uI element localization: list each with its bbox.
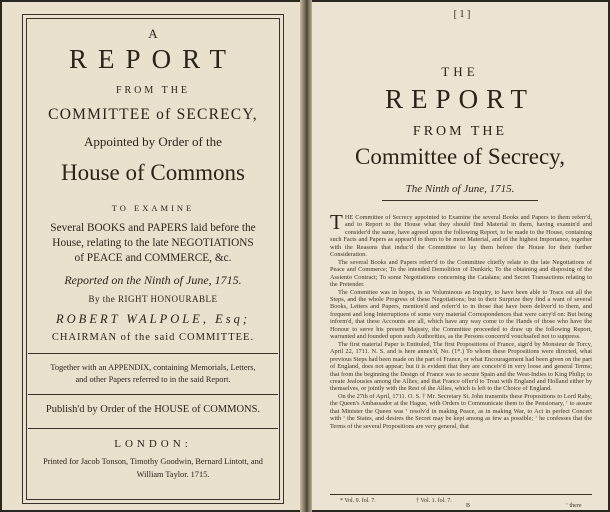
heading-date: The Ninth of June, 1715. xyxy=(405,183,515,195)
title-chairman: CHAIRMAN of the said COMMITTEE. xyxy=(51,332,255,343)
rule-3 xyxy=(28,428,278,429)
title-published: Publish'd by Order of the HOUSE of COMMONS. xyxy=(45,404,261,415)
title-house-of-commons: House of Commons xyxy=(61,160,245,185)
catchword: ‘ there xyxy=(566,503,582,509)
text-page xyxy=(312,2,608,510)
title-line-2: House, relating to the late NEGOTIATIONS xyxy=(52,237,254,249)
title-appendix-line-1: Together with an APPENDIX, containing Memorials, Letters, xyxy=(50,363,256,372)
paragraph: The Committee was in hopes, in so Voluminous an Inquiry, to have been able to Trace out all the Steps, and the whole Progress of these Negotiations; but to their Surprize they find a want of several Books, Letters and Papers, mention'd and referr'd to in those that have been deliver'd to them, and frequent and long Interruptions of some very material Correspondences that were carry'd on: But being inform'd, that these Accounts are all, which have any way come to the Hands of those who have the Honour to serve his present Majesty, the Committee proceeded to draw up the following Report, warranted and founded upon such Authorities, as the Persons concern'd vouchsafed not to suppress. xyxy=(330,288,592,341)
title-line-3: of PEACE and COMMERCE, &c. xyxy=(74,252,232,264)
title-appendix-line-2: and other Papers referred to in the said Report. xyxy=(75,375,231,384)
footnote-left: * Vol. 9. fol. 7. xyxy=(340,498,376,504)
heading-report: REPORT xyxy=(385,84,535,114)
title-robert-walpole: ROBERT WALPOLE, Esq; xyxy=(56,312,250,326)
title-by-the: By the RIGHT HONOURABLE xyxy=(88,294,218,304)
title-report: REPORT xyxy=(69,44,237,74)
title-line-1: Several BOOKS and PAPERS laid before the xyxy=(50,222,256,234)
heading-committee: Committee of Secrecy, xyxy=(355,144,565,169)
book-gutter xyxy=(300,0,312,512)
title-printed-line-2: William Taylor. 1715. xyxy=(136,470,210,479)
paragraph: The several Books and Papers referr'd to the Committee chiefly relate to the late Negotiations of Peace and Commerce; To the intended Demolition of Dunkirk; To the obtaining and disposing of the Assiento Contract; To some Negotiations concerning the Catalans; and Secret Transactions relating to the Pretender. xyxy=(330,258,592,289)
signature-mark: B xyxy=(466,503,471,509)
page-number: [ 1 ] xyxy=(453,9,471,20)
title-page xyxy=(2,2,300,510)
title-to-examine: TO EXAMINE xyxy=(111,203,195,213)
paragraph: On the 27th of April, 1711. O. S. † Mr. Secretary St. John transmits these Propositions to Lord Raby, the Queen's Ambassador at the Hague, with Orders to Communicate them to the Pensionary, ‘ to assure that Minister the Queen was ‘ resolv'd in making Peace, as in making War, to Act in perfect Concert with ‘ the States, and desires the Secret may be kept among as few as possible; ‘ he confesses that the Terms of the several Propositions are very general, that xyxy=(330,392,592,430)
title-article: A xyxy=(148,26,158,41)
title-appointed: Appointed by Order of the xyxy=(84,134,222,149)
footnote-right: † Vol. 1. fol. 7. xyxy=(416,498,452,504)
footnote-rule xyxy=(330,494,592,495)
title-reported: Reported on the Ninth of June, 1715. xyxy=(64,273,242,287)
title-london: LONDON: xyxy=(114,438,192,450)
title-printed-line-1: Printed for Jacob Tonson, Timothy Goodwin, Bernard Lintott, and xyxy=(43,457,263,466)
paragraph-text: HE Committee of Secrecy appointed to Examine the several Books and Papers to them referr'd, and to Report to the House what they should find Material in them, having examin'd and consider'd the same, have agreed upon the following Report, to be made to the House, containing such Facts and Papers as appear'd to them to be most Material, and of the highest Importance, together with the Reasons that induc'd the Committee to lay them before the House for their further Consideration. xyxy=(330,214,592,259)
heading-the: THE xyxy=(441,64,479,79)
paragraph: The first material Paper is Entituled, The first Propositions of France, sign'd by Monsieur de Torcy, April 22, 1711. N. S. and is here annex'd, No. (1*.) To whom these Propositions were directed, what previous Steps had been made on the part of France, or what Encouragement had been given on the part of England, does not appear; but it is evident that they are conceiv'd in very loose and general Terms; that from the beginning the Design of France was to secure Spain and the West-Indies to King Philip; to create Jealousies among the Allies; and that France offer'd to Treat with England and Holland either by themselves, or jointly with the Rest of the Allies, which is left to the Choice of England. xyxy=(330,340,592,393)
title-committee-of-secrecy: COMMITTEE of SECRECY, xyxy=(48,106,258,123)
heading-from-the: FROM THE xyxy=(412,124,508,139)
paragraph xyxy=(330,210,592,259)
title-from-the: FROM THE xyxy=(115,85,191,96)
drop-cap: T xyxy=(330,210,343,234)
rule-1 xyxy=(28,353,278,354)
rule-2 xyxy=(28,394,278,395)
report-body xyxy=(330,210,592,430)
heading-rule xyxy=(382,200,538,201)
